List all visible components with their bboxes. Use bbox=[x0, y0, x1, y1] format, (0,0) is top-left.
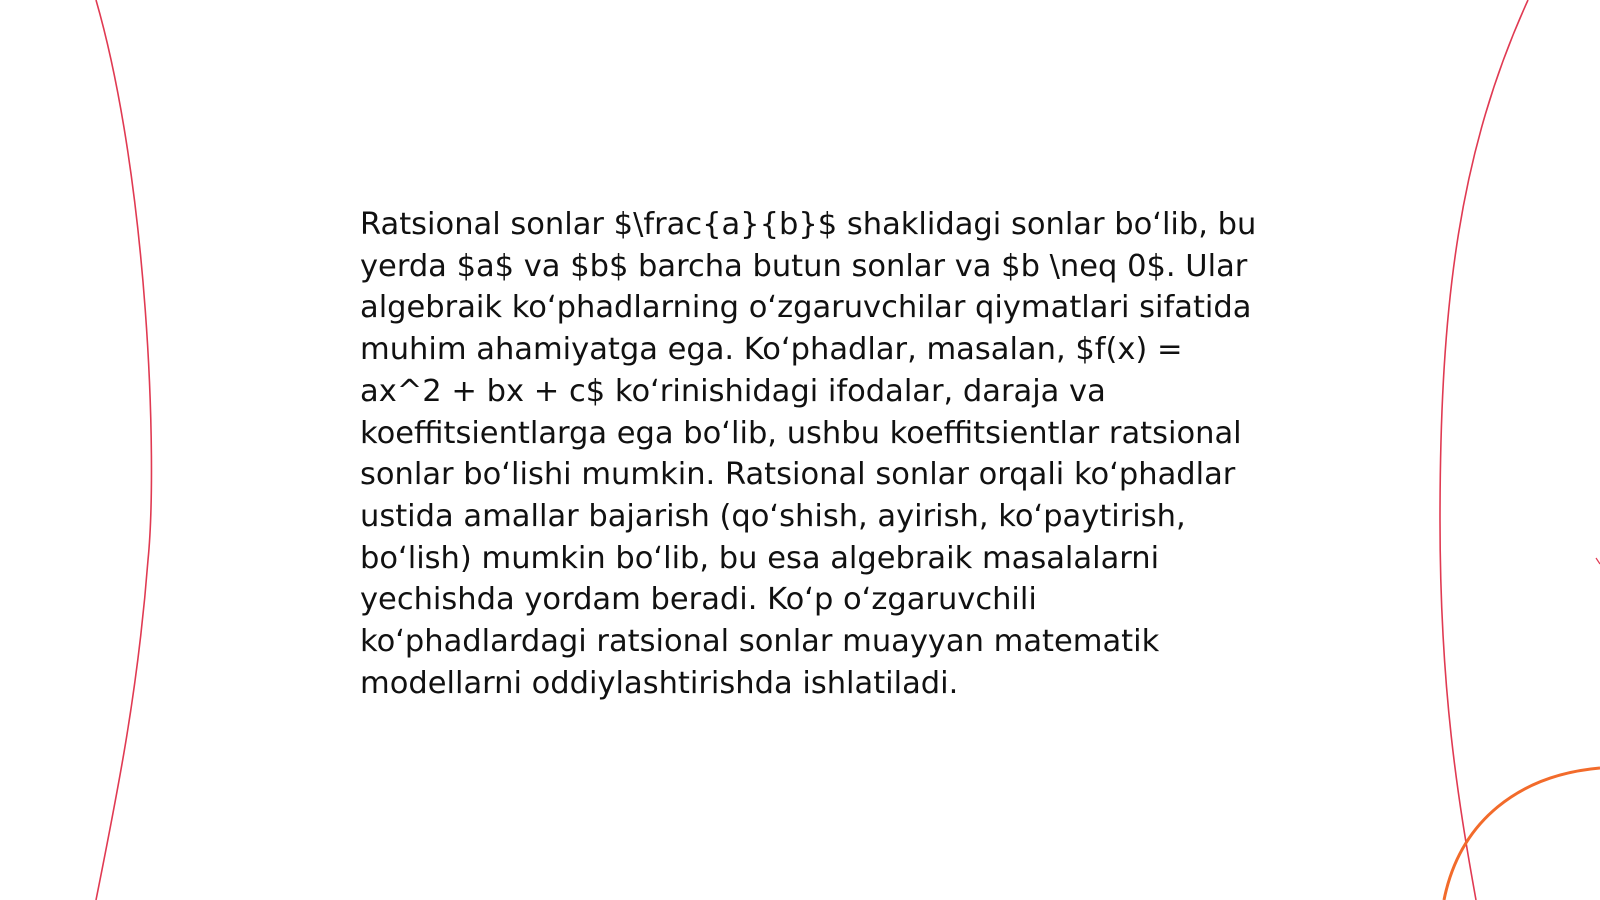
orange-arc-line bbox=[1444, 768, 1600, 900]
right-curve-line bbox=[1440, 0, 1528, 900]
right-edge-tick bbox=[1596, 558, 1600, 564]
slide-body-text: Ratsional sonlar $\frac{a}{b}$ shaklidagi sonlar bo‘lib, bu yerda $a$ va $b$ barcha butun sonlar va $b \neq 0$. Ular algebraik ko‘phadlarning o‘zgaruvchilar qiymatlari sifatida muhim ahamiyatga ega. Ko‘phadlar, masalan, $f(x) = ax^2 + bx + c$ ko‘rinishidagi ifodalar, daraja va koeffitsientlarga ega bo‘lib, ushbu koeffitsientlar ratsional sonlar bo‘lishi mumkin. Ratsional sonlar orqali ko‘phadlar ustida amallar bajarish (qo‘shish, ayirish, ko‘paytirish, bo‘lish) mumkin bo‘lib, bu esa algebraik masalalarni yechishda yordam beradi. Ko‘p o‘zgaruvchili ko‘phadlardagi ratsional sonlar muayyan matematik modellarni oddiylashtirishda ishlatiladi. bbox=[360, 207, 1257, 701]
left-curve-line bbox=[96, 0, 151, 900]
